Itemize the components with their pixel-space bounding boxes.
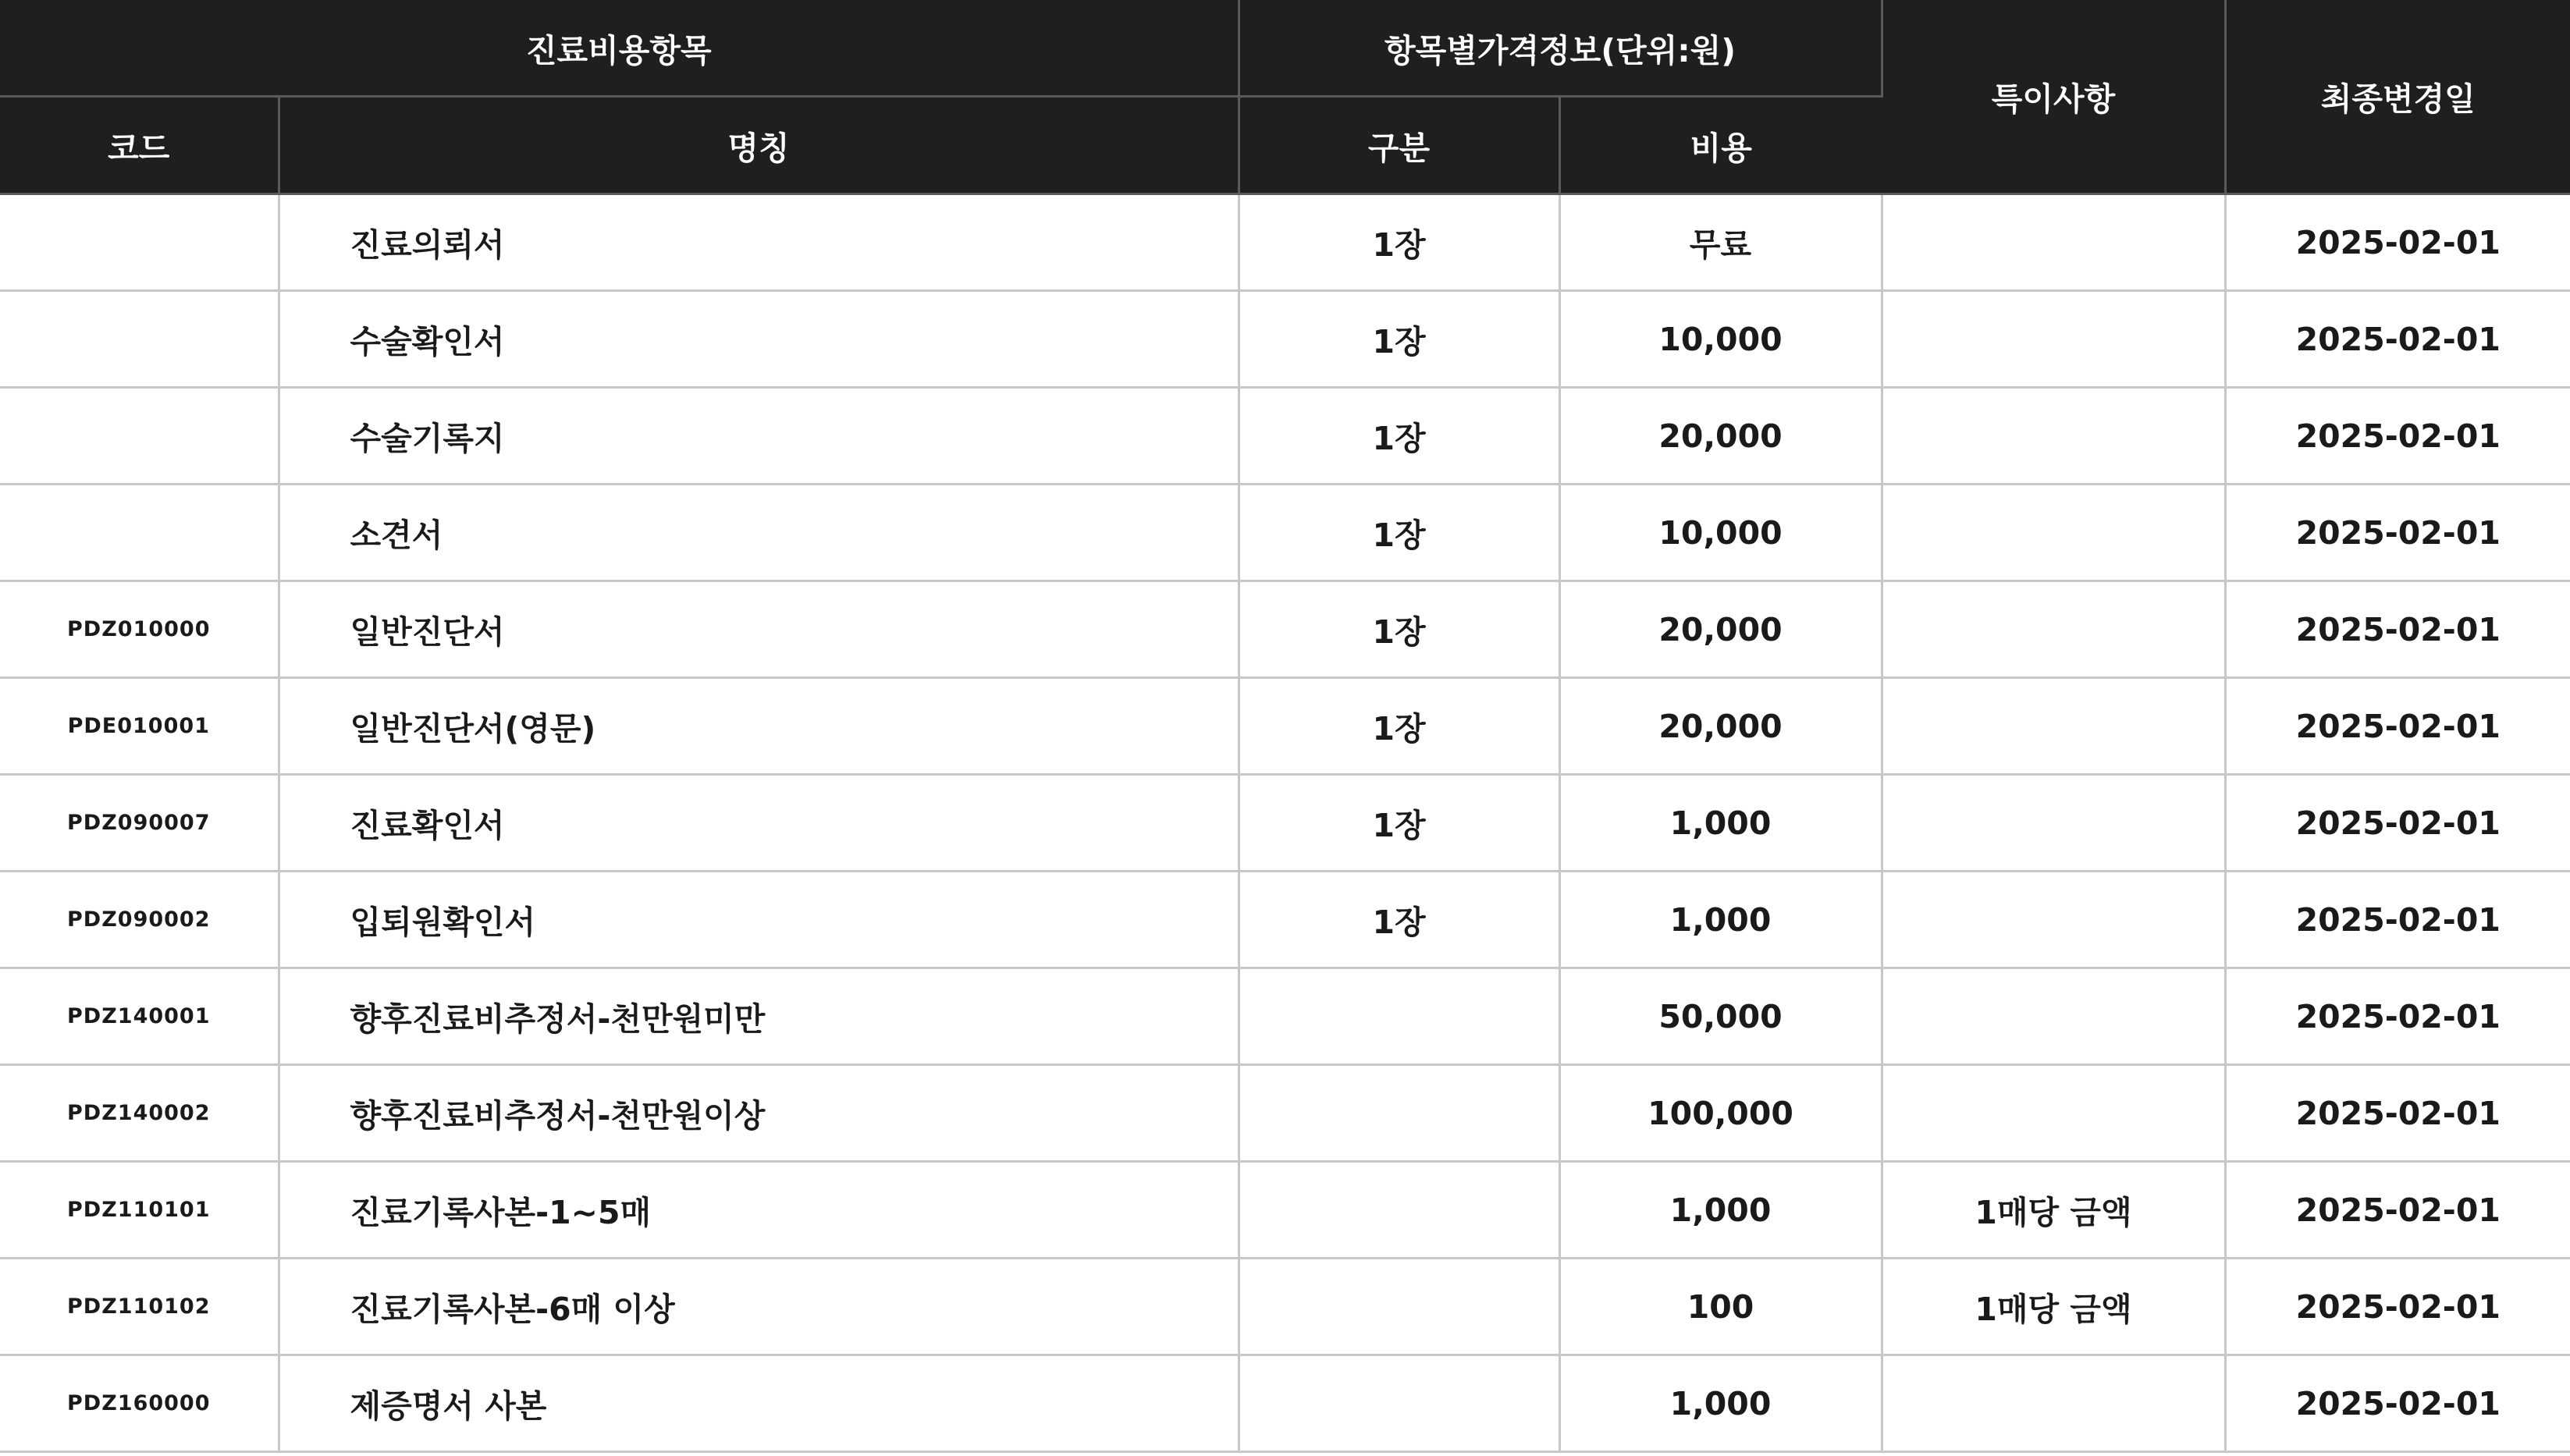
cell-cost: 20,000 [1559, 678, 1882, 775]
table-row [0, 678, 2570, 775]
table-row [0, 1355, 2570, 1452]
cell-cost: 10,000 [1559, 291, 1882, 388]
cell-date: 2025-02-01 [2225, 1162, 2570, 1259]
cell-name: 수술기록지 [279, 388, 1239, 485]
cell-code: PDZ010000 [0, 581, 279, 678]
cell-note [1882, 485, 2225, 581]
cell-name: 진료기록사본-6매 이상 [279, 1259, 1239, 1355]
cell-unit: 1장 [1239, 678, 1559, 775]
cell-cost: 1,000 [1559, 1162, 1882, 1259]
cell-cost: 20,000 [1559, 581, 1882, 678]
cell-unit: 1장 [1239, 194, 1559, 291]
table-row [0, 1162, 2570, 1259]
cell-code [0, 388, 279, 485]
header-unit: 구분 [1239, 97, 1559, 194]
cell-note [1882, 872, 2225, 968]
cell-unit [1239, 1259, 1559, 1355]
cell-code [0, 194, 279, 291]
cell-date: 2025-02-01 [2225, 581, 2570, 678]
cell-date: 2025-02-01 [2225, 1065, 2570, 1162]
cell-unit: 1장 [1239, 485, 1559, 581]
cell-unit: 1장 [1239, 581, 1559, 678]
table-header [0, 0, 2570, 194]
cell-cost: 100 [1559, 1259, 1882, 1355]
cell-name: 제증명서 사본 [279, 1355, 1239, 1452]
cell-date: 2025-02-01 [2225, 1355, 2570, 1452]
cell-code [0, 485, 279, 581]
table-row [0, 968, 2570, 1065]
cell-name: 입퇴원확인서 [279, 872, 1239, 968]
cell-unit [1239, 1162, 1559, 1259]
header-last-changed: 최종변경일 [2225, 0, 2570, 194]
cell-unit [1239, 1065, 1559, 1162]
cell-date: 2025-02-01 [2225, 968, 2570, 1065]
cell-date: 2025-02-01 [2225, 388, 2570, 485]
cell-name: 진료의뢰서 [279, 194, 1239, 291]
cell-note [1882, 388, 2225, 485]
cell-note [1882, 581, 2225, 678]
cell-cost: 1,000 [1559, 1355, 1882, 1452]
cell-code: PDE010001 [0, 678, 279, 775]
cell-date: 2025-02-01 [2225, 678, 2570, 775]
table-row [0, 581, 2570, 678]
cell-name: 수술확인서 [279, 291, 1239, 388]
cell-note [1882, 775, 2225, 872]
cell-note [1882, 1065, 2225, 1162]
cell-code: PDZ090002 [0, 872, 279, 968]
cell-code: PDZ110101 [0, 1162, 279, 1259]
table-row [0, 194, 2570, 291]
header-cost: 비용 [1559, 97, 1882, 194]
table-row [0, 1065, 2570, 1162]
cell-note [1882, 291, 2225, 388]
cell-code [0, 291, 279, 388]
table-row [0, 291, 2570, 388]
cell-name: 진료확인서 [279, 775, 1239, 872]
cell-cost: 20,000 [1559, 388, 1882, 485]
cell-note [1882, 194, 2225, 291]
cell-name: 향후진료비추정서-천만원이상 [279, 1065, 1239, 1162]
cell-name: 일반진단서 [279, 581, 1239, 678]
cell-cost: 10,000 [1559, 485, 1882, 581]
cell-cost: 1,000 [1559, 872, 1882, 968]
cell-cost: 1,000 [1559, 775, 1882, 872]
cell-name: 진료기록사본-1~5매 [279, 1162, 1239, 1259]
cell-note [1882, 1355, 2225, 1452]
table-row [0, 485, 2570, 581]
header-price-group: 항목별가격정보(단위:원) [1239, 0, 1882, 97]
cell-cost: 100,000 [1559, 1065, 1882, 1162]
header-code: 코드 [0, 97, 279, 194]
cell-code: PDZ140002 [0, 1065, 279, 1162]
header-row-top [0, 0, 2570, 97]
cell-name: 소견서 [279, 485, 1239, 581]
cell-date: 2025-02-01 [2225, 1259, 2570, 1355]
table-row [0, 775, 2570, 872]
cell-cost: 무료 [1559, 194, 1882, 291]
cell-note [1882, 678, 2225, 775]
table-row [0, 1259, 2570, 1355]
cell-code: PDZ090007 [0, 775, 279, 872]
table-body [0, 194, 2570, 1452]
cell-unit: 1장 [1239, 872, 1559, 968]
cell-date: 2025-02-01 [2225, 872, 2570, 968]
cell-date: 2025-02-01 [2225, 194, 2570, 291]
cell-code: PDZ110102 [0, 1259, 279, 1355]
cell-unit [1239, 968, 1559, 1065]
cell-cost: 50,000 [1559, 968, 1882, 1065]
cell-code: PDZ160000 [0, 1355, 279, 1452]
cell-unit: 1장 [1239, 388, 1559, 485]
cell-note [1882, 968, 2225, 1065]
table-row [0, 872, 2570, 968]
cell-name: 일반진단서(영문) [279, 678, 1239, 775]
header-item-group: 진료비용항목 [0, 0, 1239, 97]
header-name: 명칭 [279, 97, 1239, 194]
cell-date: 2025-02-01 [2225, 291, 2570, 388]
cell-unit: 1장 [1239, 775, 1559, 872]
cell-name: 향후진료비추정서-천만원미만 [279, 968, 1239, 1065]
cell-unit [1239, 1355, 1559, 1452]
cell-date: 2025-02-01 [2225, 775, 2570, 872]
cell-code: PDZ140001 [0, 968, 279, 1065]
table-row [0, 388, 2570, 485]
cell-note: 1매당 금액 [1882, 1259, 2225, 1355]
cell-date: 2025-02-01 [2225, 485, 2570, 581]
cell-unit: 1장 [1239, 291, 1559, 388]
cell-note: 1매당 금액 [1882, 1162, 2225, 1259]
header-special: 특이사항 [1882, 0, 2225, 194]
